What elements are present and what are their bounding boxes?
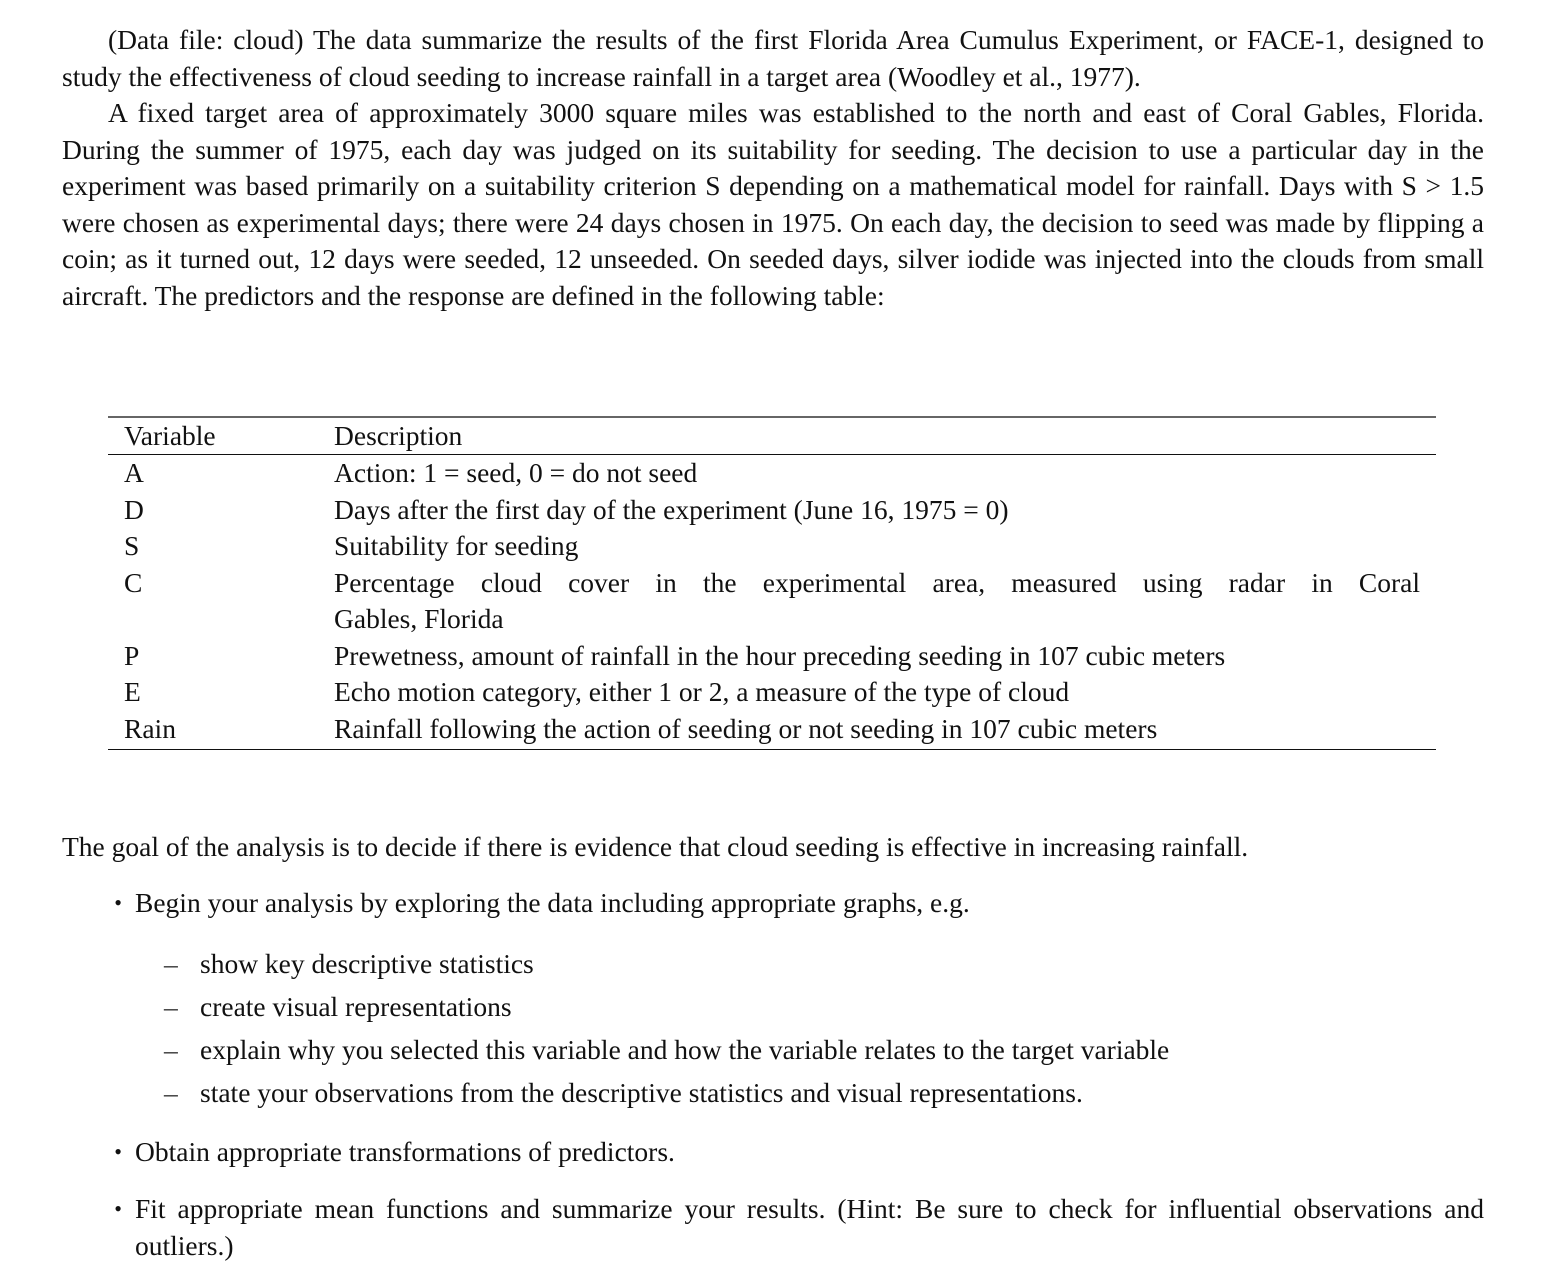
dash-icon: – xyxy=(164,1033,178,1065)
task-item-fit xyxy=(62,1191,1484,1264)
task-text: Begin your analysis by exploring the data including appropriate graphs, e.g. xyxy=(135,887,970,918)
header-variable: Variable xyxy=(124,420,216,451)
task-text: Obtain appropriate transformations of predictors. xyxy=(135,1135,675,1167)
subtask-item xyxy=(164,942,1484,985)
table-row xyxy=(108,638,1436,675)
table-header-row xyxy=(108,418,1436,455)
table-row xyxy=(108,528,1436,565)
variable-cell: A xyxy=(124,457,144,488)
subtask-text: show key descriptive statistics xyxy=(200,947,534,979)
subtask-item xyxy=(164,1071,1484,1114)
variable-cell: S xyxy=(124,530,140,561)
table-row xyxy=(108,492,1436,529)
table-row xyxy=(108,711,1436,748)
task-item-transform xyxy=(62,1134,1484,1171)
table-row xyxy=(108,674,1436,711)
description-cell xyxy=(334,565,1436,638)
description-cell: Prewetness, amount of rainfall in the hour preceding seeding in 107 cubic meters xyxy=(334,639,1226,671)
goal-statement: The goal of the analysis is to decide if there is evidence that cloud seeding is effective in increasing rainfall. xyxy=(62,831,1249,862)
description-cell: Action: 1 = seed, 0 = do not seed xyxy=(334,457,698,488)
variable-table xyxy=(108,416,1436,750)
dash-icon: – xyxy=(164,947,178,979)
bullet-icon: • xyxy=(114,1196,122,1221)
task-text: Fit appropriate mean functions and summarize your results. (Hint: Be sure to check for influential observations and outliers.) xyxy=(135,1193,1484,1261)
subtask-text: create visual representations xyxy=(200,990,512,1022)
subtask-item xyxy=(164,985,1484,1028)
variable-cell: D xyxy=(124,493,144,525)
intro-paragraph-2: A fixed target area of approximately 3000 square miles was established to the north and east of Coral Gables, Florida. During the summer of 1975, each day was judged on its suitability for seeding. The decision to use a particular day in the experiment was based primarily on a suitability criterion S depending on a mathematical model for rainfall. Days with S > 1.5 were chosen as experimental days; there were 24 days chosen in 1975. On each day, the decision to seed was made by flipping a coin; as it turned out, 12 days were seeded, 12 unseeded. On seeded days, silver iodide was injected into the clouds from small aircraft. The predictors and the response are defined in the following table: xyxy=(62,97,1484,311)
dash-icon: – xyxy=(164,990,178,1022)
variable-cell: E xyxy=(124,676,141,707)
intro-section xyxy=(62,22,1484,314)
subtask-item xyxy=(164,1028,1484,1071)
task-list xyxy=(62,885,1484,1264)
description-line-2: Gables, Florida xyxy=(334,603,504,634)
table-bottom-rule xyxy=(108,749,1436,750)
dash-icon: – xyxy=(164,1076,178,1108)
table-row xyxy=(108,455,1436,492)
description-line-1: Percentage cloud cover in the experimental area, measured using radar in Coral xyxy=(334,566,1420,598)
task-item-explore xyxy=(62,885,1484,922)
intro-paragraph-1: (Data file: cloud) The data summarize the results of the first Florida Area Cumulus Experiment, or FACE-1, designed to study the effectiveness of cloud seeding to increase rainfall in a target area (Woodley et al., 1977). xyxy=(62,24,1484,92)
table-row xyxy=(108,565,1436,638)
description-cell: Rainfall following the action of seeding or not seeding in 107 cubic meters xyxy=(334,712,1158,744)
subtask-text: state your observations from the descriptive statistics and visual representations. xyxy=(200,1076,1083,1108)
variable-cell: P xyxy=(124,639,140,671)
description-cell: Days after the first day of the experiment (June 16, 1975 = 0) xyxy=(334,493,1009,525)
description-cell: Echo motion category, either 1 or 2, a measure of the type of cloud xyxy=(334,676,1070,707)
description-cell: Suitability for seeding xyxy=(334,530,579,561)
header-description: Description xyxy=(334,420,463,451)
variable-cell: Rain xyxy=(124,712,176,744)
explore-subtask-list xyxy=(164,942,1484,1114)
bullet-icon: • xyxy=(114,890,122,915)
subtask-text: explain why you selected this variable and how the variable relates to the target variable xyxy=(200,1033,1170,1065)
bullet-icon: • xyxy=(114,1138,122,1164)
variable-cell: C xyxy=(124,566,143,598)
